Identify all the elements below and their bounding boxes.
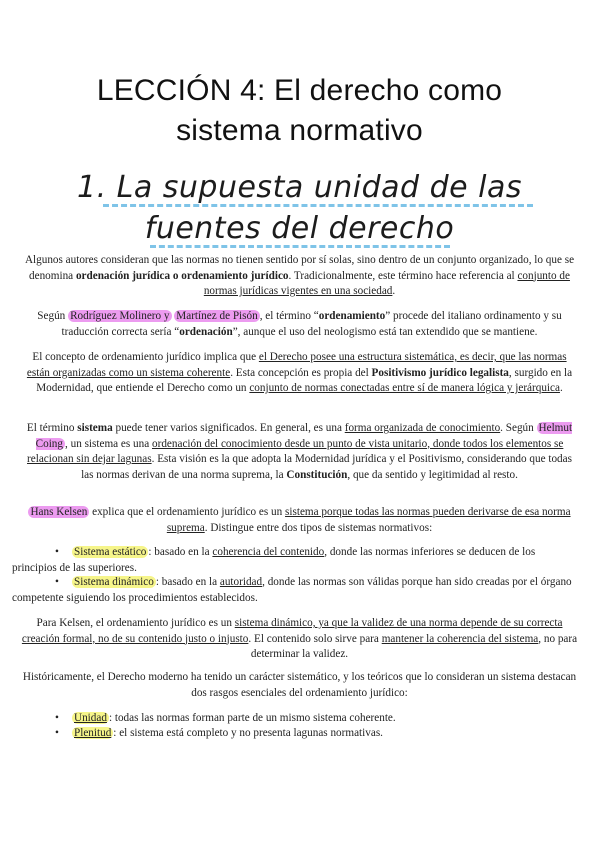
lesson-title-line2: sistema normativo — [176, 114, 423, 147]
bold-term: Positivismo jurídico legalista — [371, 366, 509, 379]
paragraph-etimologia — [20, 309, 579, 340]
text: Para Kelsen, el ordenamiento jurídico es un — [36, 617, 235, 629]
underlined-text: autoridad — [219, 576, 263, 588]
paragraph-sistema-dinamico — [20, 616, 579, 663]
underlined-text: ordenación del conocimiento desde un punto de vista unitario, donde todos los elementos se relacionan sin dejar lagunas — [27, 437, 564, 465]
text: explica que el ordenamiento jurídico es un — [89, 506, 286, 518]
heading-dashed-underline — [103, 204, 533, 207]
bold-term: sistema — [77, 422, 113, 434]
text: Históricamente, el Derecho moderno ha tenido un carácter sistemático, y los teóricos que lo consideran un sistema destacan dos rasgos esenciales del ordenamiento jurídico: — [22, 671, 577, 699]
text: , el término “ — [259, 310, 319, 322]
bold-term: Constitución — [286, 468, 348, 481]
text: . El contenido solo sirve para — [248, 632, 382, 645]
bullet-icon: • — [55, 546, 59, 558]
underlined-text: coherencia del contenido — [212, 546, 325, 558]
heading-dashed-underline — [150, 245, 450, 248]
text: : el sistema está completo y no presenta lagunas normativas. — [113, 727, 383, 739]
text: . Distingue entre dos tipos de sistemas normativos: — [204, 521, 433, 534]
highlighted-author: Martínez de Pisón — [176, 310, 258, 322]
bold-term: ordenación — [179, 325, 233, 338]
section-heading-line2: fuentes del derecho — [144, 211, 455, 246]
text: El concepto de ordenamiento jurídico implica que — [32, 351, 259, 363]
highlighted-author: Hans Kelsen — [30, 506, 88, 518]
text: . Según — [500, 422, 537, 434]
text: , donde las normas son válidas porque han sido creadas por el órgano competente siguiendo los procedimientos establecidos. — [12, 576, 572, 604]
bullet-icon: • — [55, 712, 59, 724]
underlined-text: sistema dinámico, ya que la validez de una norma depende de su correcta creación formal, no de su contenido justo o injusto — [21, 617, 563, 645]
highlighted-term: Sistema estático — [74, 546, 147, 558]
text: puede tener varios significados. En general, es una — [112, 422, 345, 434]
underlined-text: el Derecho posee una estructura sistemática, es decir, que las normas están organizadas como un sistema coherente — [26, 351, 567, 379]
paragraph-ordenamiento — [20, 253, 579, 300]
text: , surgido en la Modernidad, que entiende el Derecho como un — [36, 366, 573, 394]
text: , que da sentido y legitimidad al resto. — [347, 468, 518, 481]
list-item — [12, 711, 580, 727]
text: : basado en la — [155, 576, 220, 588]
paragraph-kelsen — [20, 505, 579, 536]
bullet-icon: • — [55, 727, 59, 739]
lesson-title-line1: LECCIÓN 4: El derecho como — [96, 74, 503, 107]
highlighted-term: Sistema dinámico — [74, 576, 154, 588]
text: : todas las normas forman parte de un mismo sistema coherente. — [108, 712, 396, 724]
bold-term: ordenamiento — [318, 310, 386, 322]
list-item — [12, 545, 580, 576]
text: Según — [37, 310, 69, 322]
section-heading-line1: 1. La supuesta unidad de las — [76, 170, 522, 205]
list-item — [12, 726, 580, 742]
paragraph-sistema — [20, 421, 579, 483]
text: . Tradicionalmente, este término hace referencia al — [288, 269, 518, 282]
underlined-text: forma organizada de conocimiento — [344, 422, 501, 434]
text: , donde las normas inferiores se deducen de los principios de las superiores. — [12, 546, 536, 574]
text: . — [392, 285, 396, 297]
underlined-text: conjunto de normas conectadas entre sí de manera lógica y jerárquica — [249, 382, 560, 394]
text: : basado en la — [148, 546, 213, 558]
text: ” procede del italiano ordinamento y su traducción correcta sería “ — [61, 310, 562, 338]
text: . Esta visión es la que adopta la Modernidad jurídica y el Positivismo, considerando que todas las normas derivan de una norma suprema, la — [81, 453, 572, 481]
text: ”, aunque el uso del neologismo está tan extendido que se mantiene. — [232, 325, 538, 338]
text: , no para determinar la validez. — [250, 632, 578, 660]
underlined-text: conjunto de normas jurídicas vigentes en una sociedad — [203, 269, 570, 297]
bullet-icon: • — [55, 576, 59, 588]
paragraph-rasgos — [20, 670, 579, 701]
text: . Esta concepción es propia del — [230, 366, 372, 379]
list-item — [12, 575, 580, 606]
paragraph-concepto — [20, 350, 579, 397]
text: El término — [26, 422, 78, 434]
text: . — [559, 382, 563, 394]
highlighted-author: Rodríguez Molinero y — [70, 310, 170, 322]
bold-term: ordenación jurídica o ordenamiento jurídico — [75, 269, 289, 282]
underlined-text: sistema porque todas las normas pueden derivarse de esa norma suprema — [166, 506, 571, 534]
highlighted-author: Helmut Coing — [35, 422, 573, 450]
text: Algunos autores consideran que las normas no tienen sentido por sí solas, sino dentro de un conjunto organizado, lo que se denomina — [24, 254, 575, 282]
highlighted-term: Unidad — [74, 712, 107, 724]
underlined-text: mantener la coherencia del sistema — [381, 632, 539, 645]
highlighted-term: Plenitud — [74, 727, 112, 739]
text: , un sistema es una — [65, 437, 152, 450]
